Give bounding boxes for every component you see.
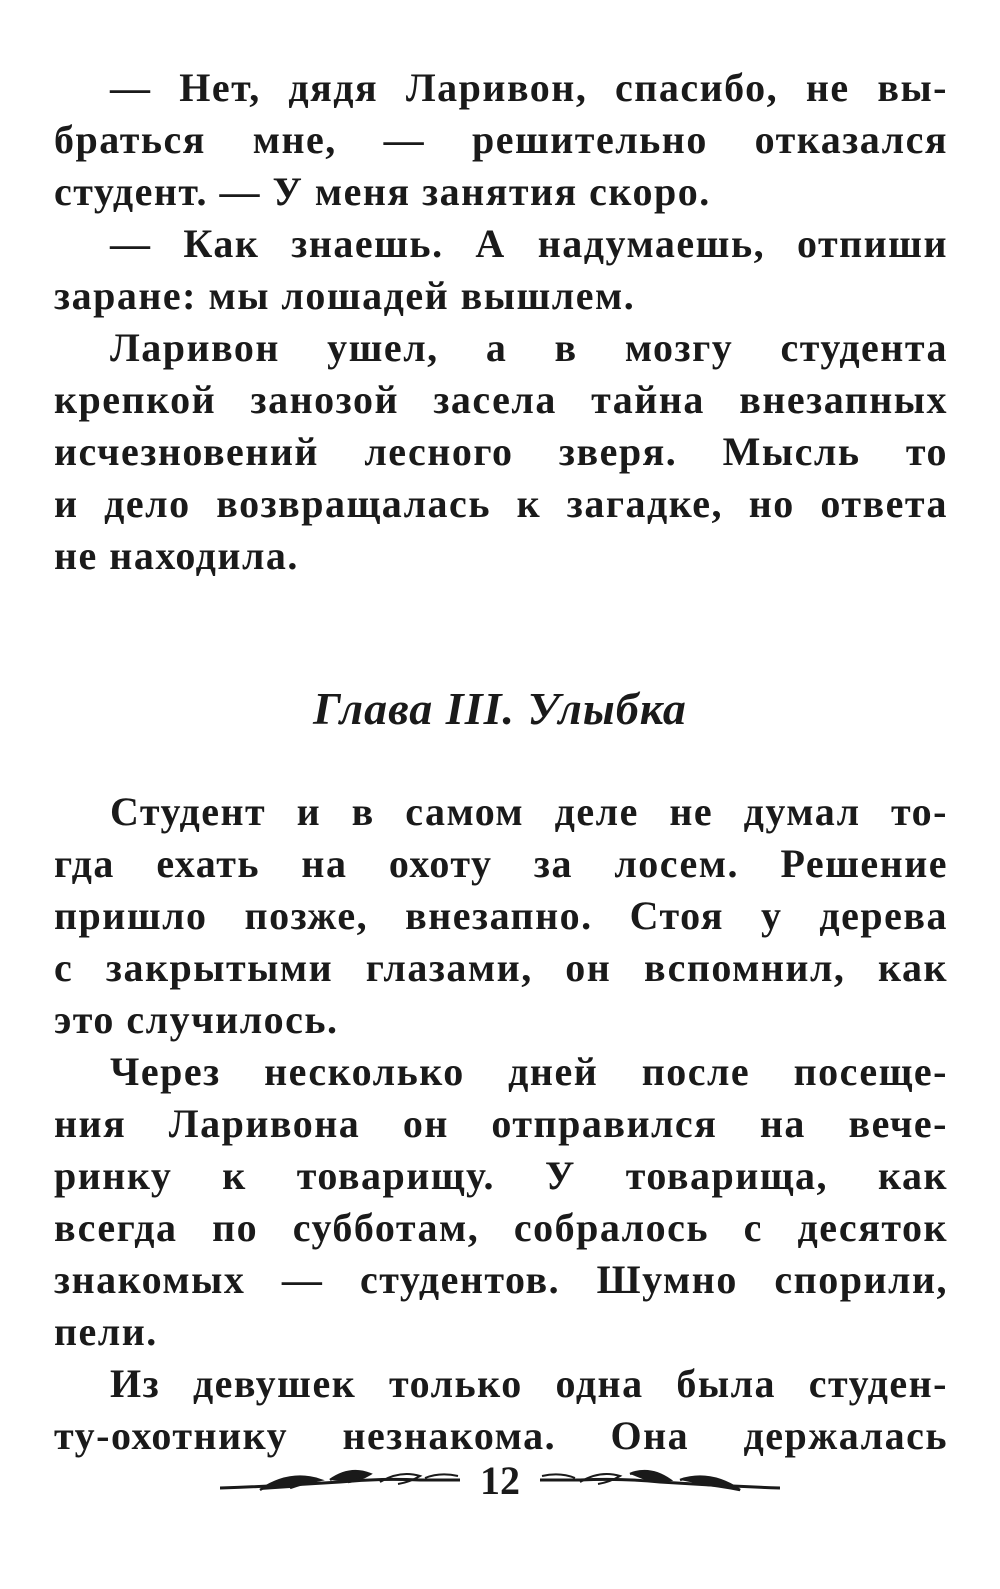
text-line: всегда по субботам, собралось с десяток: [54, 1205, 948, 1250]
chapter-title: Глава III. Улыбка: [313, 683, 687, 734]
left-ornament-icon: [220, 1460, 470, 1500]
text-line: — Нет, дядя Ларивон, спасибо, не вы-: [110, 65, 948, 110]
page-footer: [0, 1440, 1000, 1520]
text-line: с закрытыми глазами, он вспомнил, как: [54, 945, 948, 990]
text-line: пришло позже, внезапно. Стоя у дерева: [54, 893, 948, 938]
text-line: — Как знаешь. А надумаешь, отпиши: [110, 221, 948, 266]
text-line: студент. — У меня занятия скоро.: [54, 169, 711, 214]
text-line: Из девушек только одна была студен-: [110, 1361, 948, 1406]
text-line: Ларивон ушел, а в мозгу студента: [110, 325, 948, 370]
text-line: не находила.: [54, 533, 299, 578]
text-line: это случилось.: [54, 997, 339, 1042]
text-line: заране: мы лошадей вышлем.: [54, 273, 636, 318]
text-line: ринку к товарищу. У товарища, как: [54, 1153, 948, 1198]
text-line: исчезновений лесного зверя. Мысль то: [54, 429, 948, 474]
text-line: Через несколько дней после посеще-: [110, 1049, 948, 1094]
text-line: и дело возвращалась к загадке, но ответа: [54, 481, 948, 526]
text-line: знакомых — студентов. Шумно спорили,: [54, 1257, 948, 1302]
text-line: ту-охотнику незнакома. Она держалась: [54, 1413, 948, 1458]
text-line: пели.: [54, 1309, 158, 1354]
text-line: ния Ларивона он отправился на вече-: [54, 1101, 948, 1146]
text-line: Студент и в самом деле не думал то-: [110, 789, 948, 834]
page-number: 12: [480, 1457, 520, 1503]
right-ornament-icon: [530, 1460, 780, 1500]
text-line: крепкой занозой засела тайна внезапных: [54, 377, 948, 422]
text-block-2: [54, 786, 948, 1462]
text-line: браться мне, — решительно отказался: [54, 117, 948, 162]
text-line: гда ехать на охоту за лосем. Решение: [54, 841, 948, 886]
text-block-1: [54, 62, 948, 582]
